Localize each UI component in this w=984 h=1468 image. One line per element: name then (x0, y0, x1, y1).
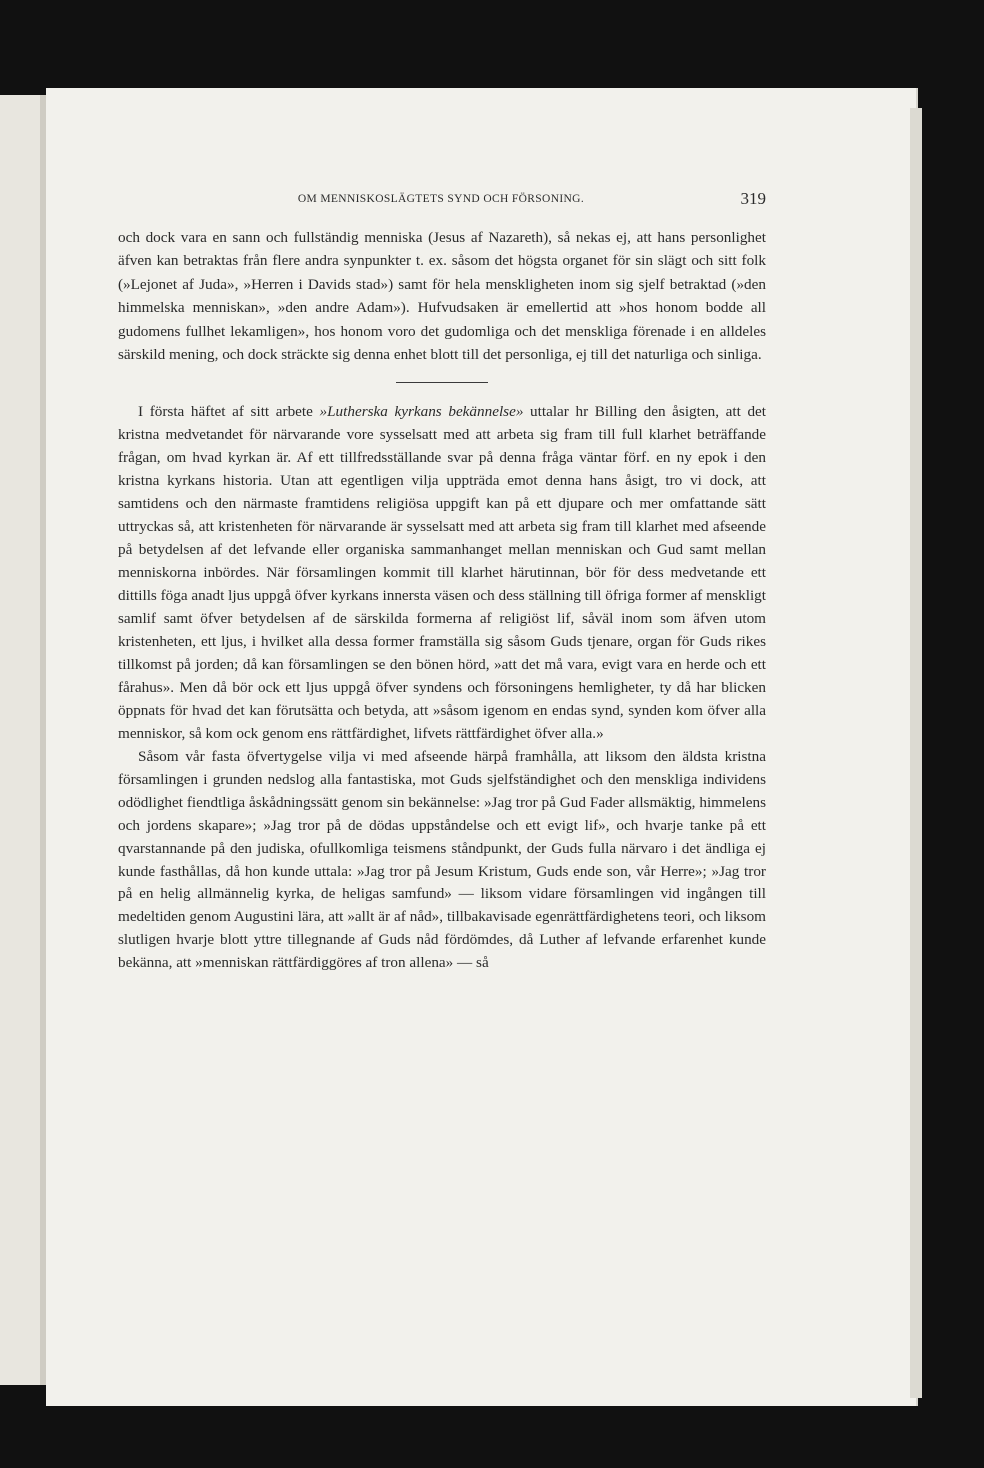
page-stack-edge (910, 108, 922, 1398)
paragraph-billing (118, 401, 766, 745)
paragraph-billing-body: uttalar hr Billing den åsigten, att det kristna medvetandet för närvarande vore sysselsatt med att arbeta sig fram till full klarhet beträffande frågan, om hvad kyrkan är. Af ett tillfredsställande svar på denna fråga väntar förf. en ny epok i den kristna kyrkans historia. Utan att egentligen vilja uppträda emot denna hans åsigt, tro vi dock, att samtidens och den närmaste framtidens religiösa uppgift kan på ett djupare och mer omfattande sätt uttryckas så, att kristenheten för närvarande är sysselsatt med att arbeta sig fram till klarhet med afseende på betydelsen af det lefvande eller organiska sammanhanget mellan menniskan och Gud samt mellan menniskorna inbördes. När församlingen kommit till klarhet härutinnan, bör för dess medvetande ett dittills föga anadt ljus uppgå öfver kyrkans innersta väsen och dess ställning till öfriga former af menskligt samlif samt öfver betydelsen af de särskilda formerna af religiöst lif, såväl inom som äfven utom kristenheten, ett ljus, i hvilket alla dessa former framställa sig såsom Guds tjenare, organ för Guds rikes tillkomst på jorden; då kan församlingen se den bönen hörd, »att det må vara, evigt vara en herde och ett fårahus». Men då bör ock ett ljus uppgå öfver syndens och försoningens hemligheter, ty då har blicken öppnats för hvad det kan förutsätta och betyda, att »såsom igenom en endas synd, synden kom öfver alla menniskor, så kom ock genom ens rättfärdighet, lifvets rättfärdighet öfver alla.» (118, 403, 767, 742)
running-head (150, 188, 766, 210)
paragraph-conviction: Såsom vår fasta öfvertygelse vilja vi med afseende härpå framhålla, att liksom den äldsta kristna församlingen i grunden nedslog alla fantastiska, mot Guds sjelfständighet och den menskliga individens odödlighet fiendtliga åskådningssätt genom sin bekännelse: »Jag tror på Gud Fader allsmäktig, himmelens och jordens skapare»; »Jag tror på de dödas uppståndelse och ett evigt lif», och hvarje tanke på ett qvarstannande på den judiska, ofullkomliga teismens ståndpunkt, der Guds fulla närvaro i det ändliga ej kunde fasthållas, då hon kunde uttala: »Jag tror på Jesum Kristum, Guds ende son, vår Herre»; »Jag tror på en helig allmännelig kyrka, de heligas samfund» — liksom vidare församlingen vid ingången till medeltiden genom Augustini lära, att »allt är af nåd», tillbakavisade egenrättfärdighetens teori, och liksom slutligen hvarje blott yttre tillegnande af Guds nåd fördömdes, då Luther af lefvande erfarenhet kunde bekänna, att »menniskan rättfärdiggöres af tron allena» — så (118, 747, 766, 972)
paragraph-continuation: och dock vara en sann och fullständig menniska (Jesus af Nazareth), så nekas ej, att hans personlighet äfven kan betraktas från flere andra synpunkter t. ex. såsom det högsta organet för sin slägt och sitt folk (»Lejonet af Juda», »Herren i Davids stad») samt för hela menskligheten inom sig sjelf betraktad (»den himmelska menniskan», »den andre Adam»). Hufvudsaken är emellertid att »hos honom bodde all gudomens fullhet lekamligen», hos honom voro det gudomliga och det menskliga förenade i en alldeles särskild mening, och dock sträckte sig denna enhet blott till det personliga, ej till det naturliga och sinliga. (118, 229, 766, 364)
page-number: 319 (740, 189, 766, 208)
running-title: OM MENNISKOSLÄGTETS SYND OCH FÖRSONING. (297, 193, 585, 205)
text-block (118, 226, 766, 975)
section-separator (396, 382, 488, 383)
book-title-italic: »Lutherska kyrkans bekännelse» (319, 403, 524, 421)
paragraph-billing-intro: I första häftet af sitt arbete (138, 403, 320, 421)
